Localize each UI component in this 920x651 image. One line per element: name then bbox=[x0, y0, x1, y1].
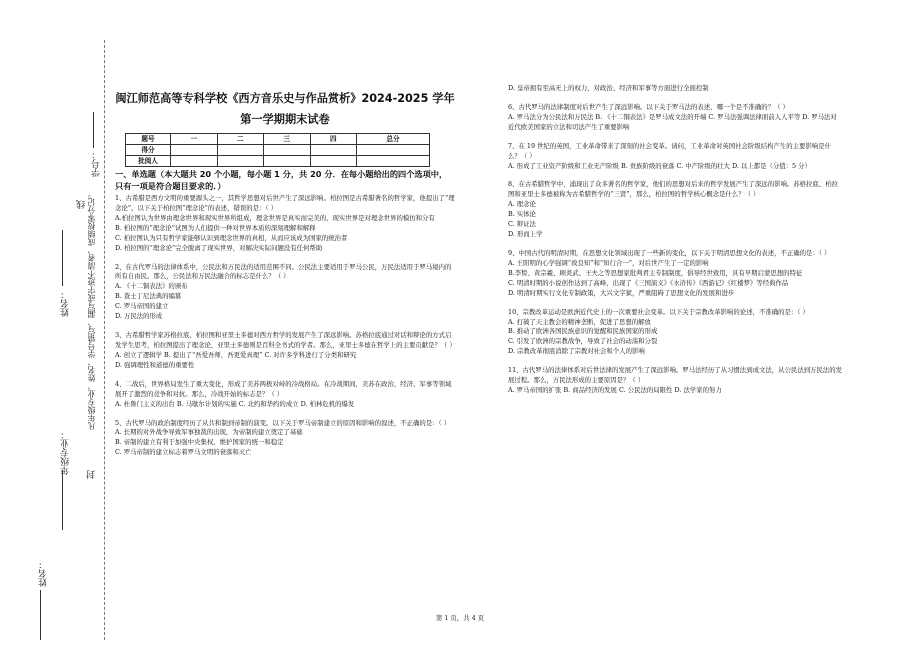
question-stem: 8、在古希腊哲学中，涌现出了众多著名的哲学家，他们的思想对后来的哲学发展产生了深远的影响。苏格拉底、柏拉图和亚里士多德被称为古希腊哲学的“三贤”，那么，柏拉图的哲学核心概念是什么？（ ） bbox=[508, 180, 838, 199]
question-block bbox=[508, 84, 843, 103]
grader-cell[interactable] bbox=[310, 156, 357, 167]
answer-option: A. 罗马帝国的扩张 B. 商品经济的发展 C. 公民法的局限性 D. 法学家的努力 bbox=[508, 386, 722, 395]
answer-option: D. 宗教改革彻底消除了宗教对社会和个人的影响 bbox=[508, 347, 645, 356]
answer-option: B. 查士丁尼法典的编纂 bbox=[115, 292, 182, 301]
question-stem: 9、中国古代的明清时期，在思想文化领域出现了一些新的变化，以下关于明清思想文化的表述，不正确的是：（ ） bbox=[508, 248, 831, 257]
seal-marker: 封 bbox=[87, 470, 97, 479]
grader-row-label: 批阅人 bbox=[126, 156, 171, 167]
score-cell[interactable] bbox=[171, 144, 218, 155]
score-cell[interactable] bbox=[217, 144, 264, 155]
question-spacer bbox=[115, 371, 455, 380]
exam-subtitle: 第一学期期末试卷 bbox=[240, 113, 330, 127]
student-id-line bbox=[93, 112, 94, 148]
answer-option: A. 王阳明的心学强调“致良知”和“知行合一”，对后世产生了一定的影响 bbox=[508, 258, 709, 267]
answer-option: C. 罗马帝制的建立标志着罗马文明的衰落和灭亡 bbox=[115, 448, 252, 457]
answer-option: A. 杜鲁门主义的出台 B. 马歇尔计划的实施 C. 北约和华约的成立 D. 柏林危机的爆发 bbox=[115, 399, 355, 408]
question-stem: 1、古希腊是西方文明的重要源头之一，其哲学思想对后世产生了深远影响。柏拉图是古希腊著名的哲学家，他提出了“理念论”。以下关于柏拉图“理念论”的表述，错误的是：（ ） bbox=[115, 194, 455, 212]
question-spacer bbox=[508, 357, 843, 366]
answer-option: B. 柏拉图的“理念论”试图为人们提供一种对世界本质的深刻理解和解释 bbox=[115, 223, 316, 232]
question-spacer bbox=[508, 299, 843, 308]
question-block bbox=[115, 419, 455, 468]
score-header-cell: 二 bbox=[217, 133, 264, 144]
score-header-cell: 四 bbox=[310, 133, 357, 144]
answer-option: C. 引发了欧洲的宗教战争，导致了社会的动荡和分裂 bbox=[508, 337, 658, 346]
score-header-cell: 题号 bbox=[126, 133, 171, 144]
question-stem: 6、古代罗马的法律制度对后世产生了深远影响。以下关于罗马法的表述，哪一个是不准确的？（ ） bbox=[508, 102, 789, 111]
question-block bbox=[508, 308, 843, 367]
question-block bbox=[508, 142, 843, 181]
page-footer: 第 1 页，共 4 页 bbox=[435, 614, 485, 622]
question-stem: 2、在古代罗马的法律体系中，公民法和万民法的适用范围不同。公民法主要适用于罗马公民，万民法适用于罗马境内的所有自由民。那么，公民法和万民法融合的标志是什么？（ ） bbox=[115, 262, 452, 281]
question-spacer bbox=[508, 94, 843, 103]
score-header-cell: 总分 bbox=[357, 133, 430, 144]
grader-cell[interactable] bbox=[264, 156, 311, 167]
question-block bbox=[115, 263, 455, 332]
answer-option: D. 明清时期实行文化专制政策，大兴文字狱，严重阻碍了思想文化的发展和进步 bbox=[508, 288, 735, 297]
question-stem: 7、在 19 世纪的英国，工业革命带来了深刻的社会变革。请问，工业革命对英国社会阶级结构产生的主要影响是什么？（ ） bbox=[508, 141, 832, 160]
question-stem: 5、古代罗马的政治制度经历了从共和制到帝制的演变。以下关于罗马帝制建立的原因和影响的叙述，不正确的是：（ ） bbox=[115, 418, 451, 427]
score-row-label: 得分 bbox=[126, 144, 171, 155]
grader-row bbox=[126, 156, 430, 167]
line-marker: 线 bbox=[77, 200, 87, 209]
question-stem: 4、二战后，世界格局发生了重大变化，形成了美苏两极对峙的冷战格局。在冷战期间，美苏在政治、经济、军事等领域展开了激烈的竞争和对抗。那么，冷战开始的标志是？（ ） bbox=[115, 379, 452, 398]
answer-option: C. 辩证法 bbox=[508, 220, 536, 229]
question-block bbox=[508, 180, 843, 249]
answer-option: B. 帝制的建立有利于加强中央集权，维护国家的统一和稳定 bbox=[115, 438, 284, 447]
right-column bbox=[508, 84, 843, 405]
question-spacer bbox=[115, 410, 455, 419]
question-spacer bbox=[508, 240, 843, 249]
question-block bbox=[115, 194, 455, 263]
answer-option: A. 创立了逻辑学 B. 提出了“吾爱吾师，吾更爱真理” C. 对许多学科进行了分类和研究 bbox=[115, 350, 357, 359]
question-spacer bbox=[508, 396, 843, 405]
question-stem: 10、宗教改革运动是欧洲近代史上的一次重要社会变革。以下关于宗教改革影响的论述，不准确的是：（ ） bbox=[508, 307, 809, 316]
grader-cell[interactable] bbox=[217, 156, 264, 167]
exam-title: 闽江师范高等专科学校《西方音乐史与作品赏析》2024-2025 学年 bbox=[115, 92, 455, 105]
answer-option: C. 柏拉图认为只有哲学家能够认识到理念世界的真相，从而应该成为国家的统治者 bbox=[115, 233, 348, 242]
question-spacer bbox=[508, 133, 843, 142]
answer-option: A. 《十二铜表法》的颁布 bbox=[115, 282, 188, 291]
binding-notice: 凡年级专业、姓名、学号错写、漏写或字迹不清者，成绩按零分记。 bbox=[87, 190, 96, 430]
extra-name-label: 姓名： bbox=[39, 560, 49, 587]
name-line bbox=[62, 230, 63, 286]
section-heading: 一、单选题（本大题共 20 个小题，每小题 1 分，共 20 分．在每小题给出的四个选项中，只有一项是符合题目要求的．） bbox=[115, 169, 448, 192]
score-cell[interactable] bbox=[357, 144, 430, 155]
grade-major-label: 年级专业： bbox=[61, 430, 71, 475]
grader-cell[interactable] bbox=[171, 156, 218, 167]
question-spacer bbox=[115, 458, 455, 467]
grade-major-line bbox=[62, 470, 63, 530]
answer-option: D. 形而上学 bbox=[508, 230, 543, 239]
question-block bbox=[508, 366, 843, 405]
answer-option: D. 强调理性和道德的重要性 bbox=[115, 360, 195, 369]
answer-option: C. 罗马帝国的建立 bbox=[115, 302, 169, 311]
answer-option: A. 罗马法分为公民法和万民法 B. 《十二铜表法》是罗马成文法的开端 C. 罗马法强调法律面前人人平等 D. 罗马法对近代欧美国家的立法和司法产生了重要影响 bbox=[508, 112, 837, 131]
left-question-list bbox=[115, 194, 455, 467]
answer-option: D. 柏拉图的“理念论”完全脱离了现实世界，对解决实际问题没有任何帮助 bbox=[115, 243, 323, 252]
answer-option: A. 长期的对外战争导致军事独裁的出现，为帝制的建立奠定了基础 bbox=[115, 428, 303, 437]
right-question-list bbox=[508, 84, 843, 405]
question-spacer bbox=[115, 322, 455, 331]
answer-option: A. 打破了天主教会的精神垄断，促进了思想的解放 bbox=[508, 317, 651, 326]
student-id-label: 学号： bbox=[92, 150, 102, 177]
grader-cell[interactable] bbox=[357, 156, 430, 167]
question-spacer bbox=[115, 254, 455, 263]
answer-option: B. 推动了欧洲各国民族意识的觉醒和民族国家的形成 bbox=[508, 327, 658, 336]
answer-option: A. 形成了工业资产阶级和工业无产阶级 B. 贵族阶级的衰落 C. 中产阶级的壮大 D. 以上都是（分值：5 分） bbox=[508, 161, 811, 170]
question-stem: 11、古代罗马的法律体系对后世法律的发展产生了深远影响。罗马法经历了从习惯法到成文法，从公民法到万民法的发展过程。那么，万民法形成的主要原因是？（ ） bbox=[508, 366, 843, 385]
score-table-header-row bbox=[126, 133, 430, 144]
answer-option: B.李贽、黄宗羲、顾炎武、王夫之等思想家批判君主专制制度，倡导经世致用，具有早期启蒙思想的特征 bbox=[508, 268, 803, 277]
question-block bbox=[115, 331, 455, 380]
question-block bbox=[508, 103, 843, 142]
answer-option: A. 理念论 bbox=[508, 200, 536, 209]
binding-strip bbox=[0, 0, 110, 651]
cut-line bbox=[104, 40, 105, 640]
answer-option: D. 万民法的形成 bbox=[115, 312, 163, 321]
score-cell[interactable] bbox=[310, 144, 357, 155]
name-label: 姓名： bbox=[61, 290, 71, 317]
score-header-cell: 一 bbox=[171, 133, 218, 144]
question-block bbox=[508, 249, 843, 308]
score-header-cell: 三 bbox=[264, 133, 311, 144]
question-stem: 3、古希腊哲学家苏格拉底、柏拉图和亚里士多德对西方哲学的发展产生了深远影响。苏格拉底通过对话和辩论的方式启发学生思考，柏拉图提出了理念论，亚里士多德则是百科全书式的学者。那么，亚里士多德在哲学上的主要贡献是？（ ） bbox=[115, 331, 456, 349]
question-block bbox=[115, 380, 455, 419]
score-cell[interactable] bbox=[264, 144, 311, 155]
answer-option: A.柏拉图认为世界由理念世界和现实世界所组成，理念世界是真实而完美的，现实世界是对理念世界的模仿和分有 bbox=[115, 213, 435, 222]
answer-option: B. 实体论 bbox=[508, 210, 536, 219]
score-table bbox=[125, 133, 430, 168]
answer-option: C. 明清时期的小说创作达到了高峰，出现了《三国演义》《水浒传》《西游记》《红楼梦》等经典作品 bbox=[508, 278, 789, 287]
answer-option: D. 皇帝拥有至高无上的权力，对政治、经济和军事等方面进行全面控制 bbox=[508, 84, 709, 92]
score-row bbox=[126, 144, 430, 155]
left-column bbox=[115, 88, 455, 467]
